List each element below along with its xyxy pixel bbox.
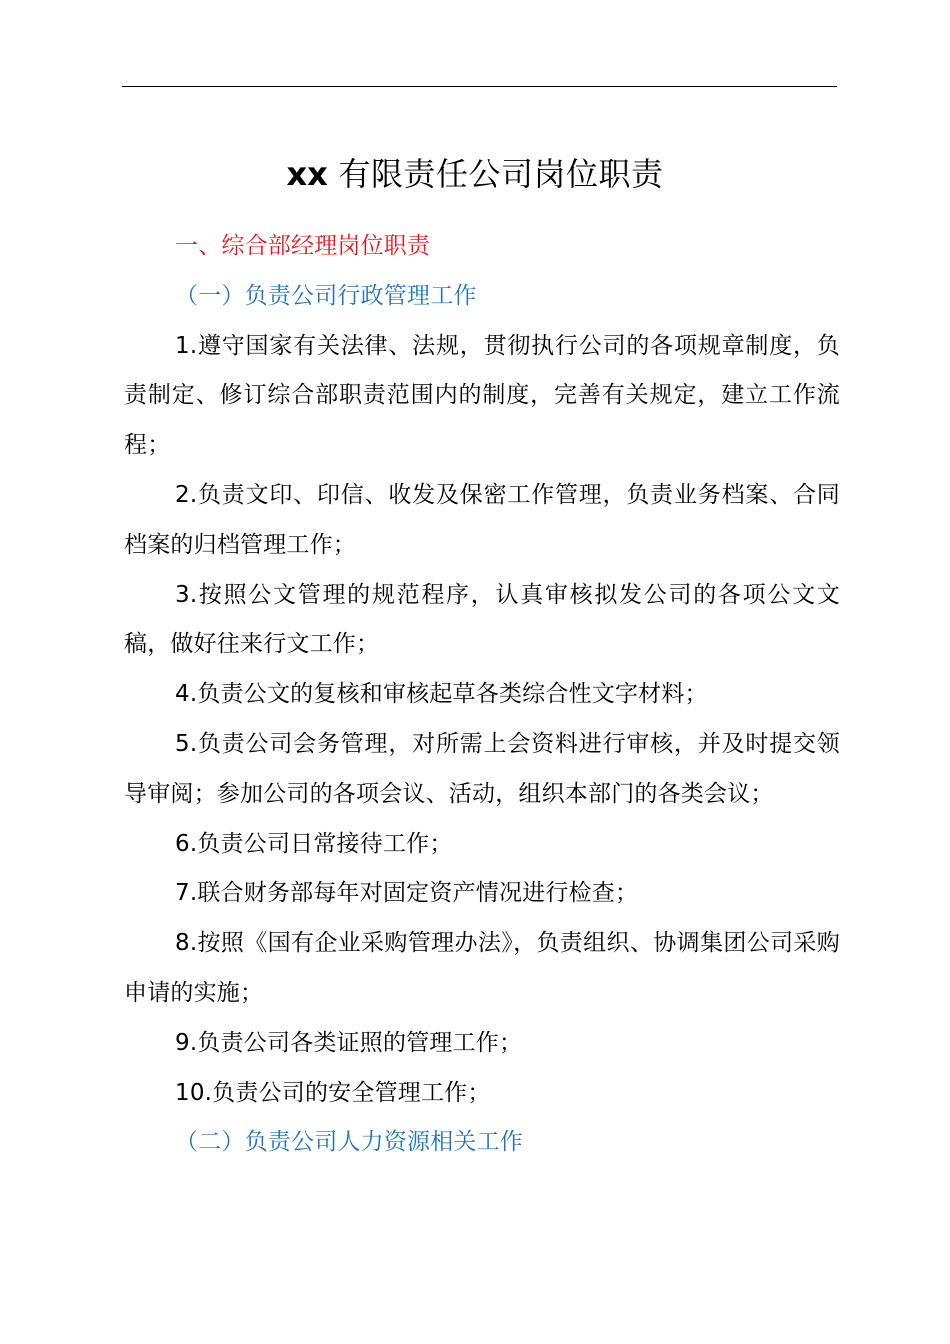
duty-item: 4.负责公文的复核和审核起草各类综合性文字材料； <box>175 681 708 708</box>
duty-item: 8.按照《国有企业采购管理办法》，负责组织、协调集团公司采购申请的实施； <box>124 930 840 1006</box>
duty-item: 1.遵守国家有关法律、法规，贯彻执行公司的各项规章制度，负责制定、修订综合部职责范围内的制度，完善有关规定，建立工作流程； <box>124 332 840 459</box>
document-body <box>124 222 840 1168</box>
duty-item: 6.负责公司日常接待工作； <box>175 830 453 857</box>
duty-item: 9.负责公司各类证照的管理工作； <box>175 1029 523 1056</box>
duty-item: 10.负责公司的安全管理工作； <box>175 1079 491 1106</box>
subsection-heading: （一）负责公司行政管理工作 <box>175 282 477 309</box>
duty-item: 5.负责公司会务管理，对所需上会资料进行审核，并及时提交领导审阅；参加公司的各项会议、活动，组织本部门的各类会议； <box>124 730 840 807</box>
document-title <box>0 148 950 200</box>
section-heading: 一、综合部经理岗位职责 <box>175 233 431 259</box>
subsection-heading: （二）负责公司人力资源相关工作 <box>175 1129 523 1156</box>
header-rule <box>122 86 837 87</box>
title-prefix: xx <box>286 155 328 193</box>
duty-item: 2.负责文印、印信、收发及保密工作管理，负责业务档案、合同档案的归档管理工作； <box>124 481 840 558</box>
duty-item: 3.按照公文管理的规范程序，认真审核拟发公司的各项公文文稿，做好往来行文工作； <box>124 581 840 658</box>
duty-item: 7.联合财务部每年对固定资产情况进行检查； <box>175 880 639 907</box>
title-main: 有限责任公司岗位职责 <box>327 155 664 193</box>
